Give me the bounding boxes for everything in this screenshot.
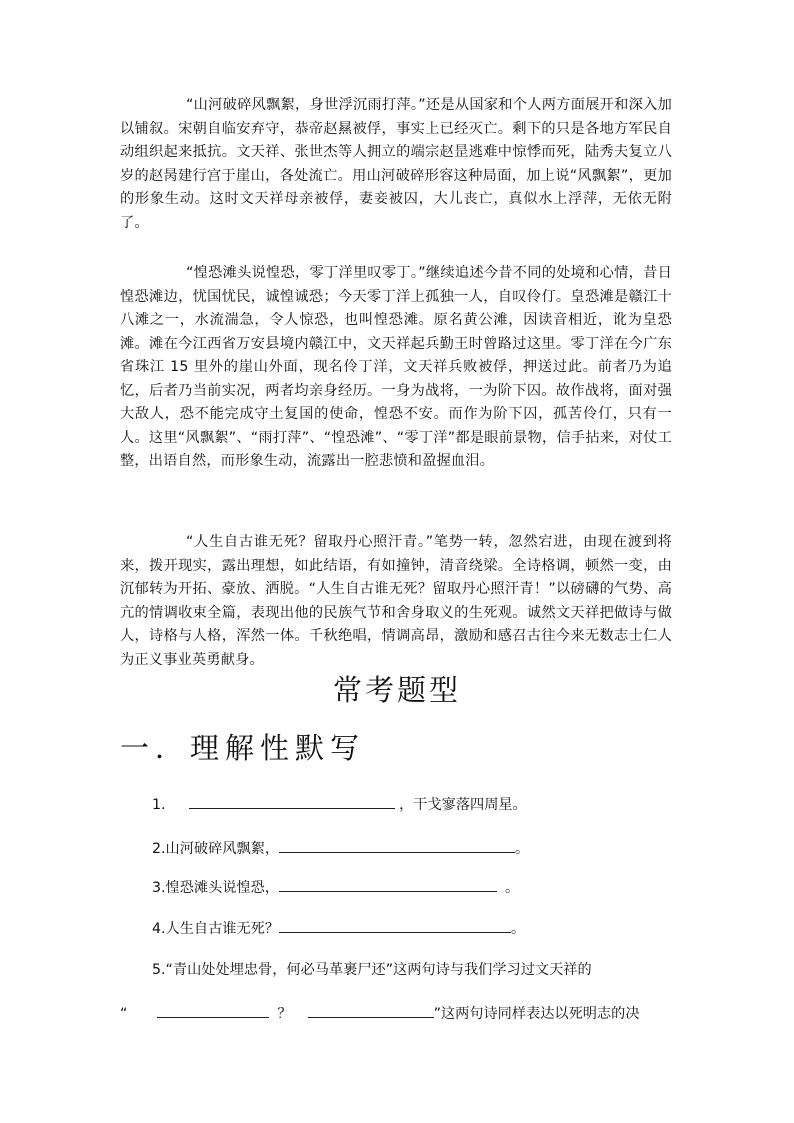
question-3-end: 。 [505, 880, 520, 896]
question-3-text: 3.惶恐滩头说惶恐， [152, 880, 280, 896]
analysis-paragraph-3: “人生自古谁无死？留取丹心照汗青。”笔势一转，忽然宕进，由现在渡到将来，拨开现实，露出理想，如此结语，有如撞钟，清音绕梁。全诗格调，顿然一变，由沉郁转为开拓、豪放、洒脱。“人生自古谁无死？留取丹心照汗青！”以磅礴的气势、高亢的情调收束全篇，表现出他的民族气节和舍身取义的生死观。诚然文天祥把做诗与做人，诗格与人格，浑然一体。千秋绝唱，情调高昂，激励和感召古往今来无数志士仁人为正义事业英勇献身。 [120, 534, 672, 668]
question-4 [152, 918, 525, 939]
question-1-text: ，干戈寥落四周星。 [399, 797, 527, 813]
question-1 [152, 794, 527, 815]
question-2-blank[interactable] [279, 838, 515, 853]
analysis-paragraph-1: “山河破碎风飘絮，身世浮沉雨打萍。”还是从国家和个人两方面展开和深入加以铺叙。宋朝自临安弃守，恭帝赵㬎被俘，事实上已经灭亡。剩下的只是各地方军民自动组织起来抵抗。文天祥、张世杰等人拥立的端宗赵昰逃难中惊悸而死，陆秀夫复立八岁的赵昺建行宫于崖山，各处流亡。用山河破碎形容这种局面，加上说“风飘絮”，更加的形象生动。这时文天祥母亲被俘，妻妾被囚，大儿丧亡，真似水上浮萍，无依无附了。 [120, 97, 672, 231]
question-5 [152, 960, 592, 980]
analysis-paragraph-2: “惶恐滩头说惶恐，零丁洋里叹零丁。”继续追述今昔不同的处境和心情，昔日惶恐滩边，忧国忧民，诚惶诚恐；今天零丁洋上孤独一人，自叹伶仃。皇恐滩是赣江十八滩之一，水流湍急，令人惊恐，也叫惶恐滩。原名黄公滩，因读音相近，讹为皇恐滩。滩在今江西省万安县境内赣江中，文天祥起兵勤王时曾路过这里。零丁洋在今广东省珠江 15 里外的崖山外面，现名伶丁洋，文天祥兵败被俘，押送过此。前者乃为追忆，后者乃当前实况，两者均亲身经历。一身为战将，一为阶下囚。故作战将，面对强大敌人，恐不能完成守土复国的使命，惶恐不安。而作为阶下囚，孤苦伶仃，只有一人。这里“风飘絮”、“雨打萍”、“惶恐滩”、“零丁洋”都是眼前景物，信手拈来，对仗工整，出语自然，而形象生动，流露出一腔悲愤和盈握血泪。 [120, 265, 672, 469]
question-2-end: 。 [515, 841, 530, 857]
section-title: 一．理解性默写 [120, 731, 366, 765]
page-heading: 常考题型 [332, 673, 461, 707]
question-5-end: ”这两句诗同样表达以死明志的决 [433, 1006, 640, 1022]
question-5-open-quote: “ [120, 1006, 128, 1022]
question-4-blank[interactable] [279, 918, 511, 933]
question-2-text: 2.山河破碎风飘絮， [152, 841, 280, 857]
question-4-end: 。 [511, 921, 526, 937]
question-2 [152, 838, 529, 859]
question-1-number: 1. [152, 797, 166, 813]
question-4-text: 4.人生自古谁无死？ [152, 921, 280, 937]
question-5-mark: ？ [277, 1006, 292, 1022]
question-5-blank-2[interactable] [308, 1003, 434, 1018]
question-3 [152, 877, 519, 898]
question-5-blank-1[interactable] [157, 1003, 269, 1018]
question-3-blank[interactable] [279, 877, 497, 892]
question-5-continued [120, 1003, 640, 1024]
question-5-text: 5.“青山处处埋忠骨，何必马革裹尸还”这两句诗与我们学习过文天祥的 [152, 962, 592, 978]
question-1-blank[interactable] [189, 794, 395, 809]
